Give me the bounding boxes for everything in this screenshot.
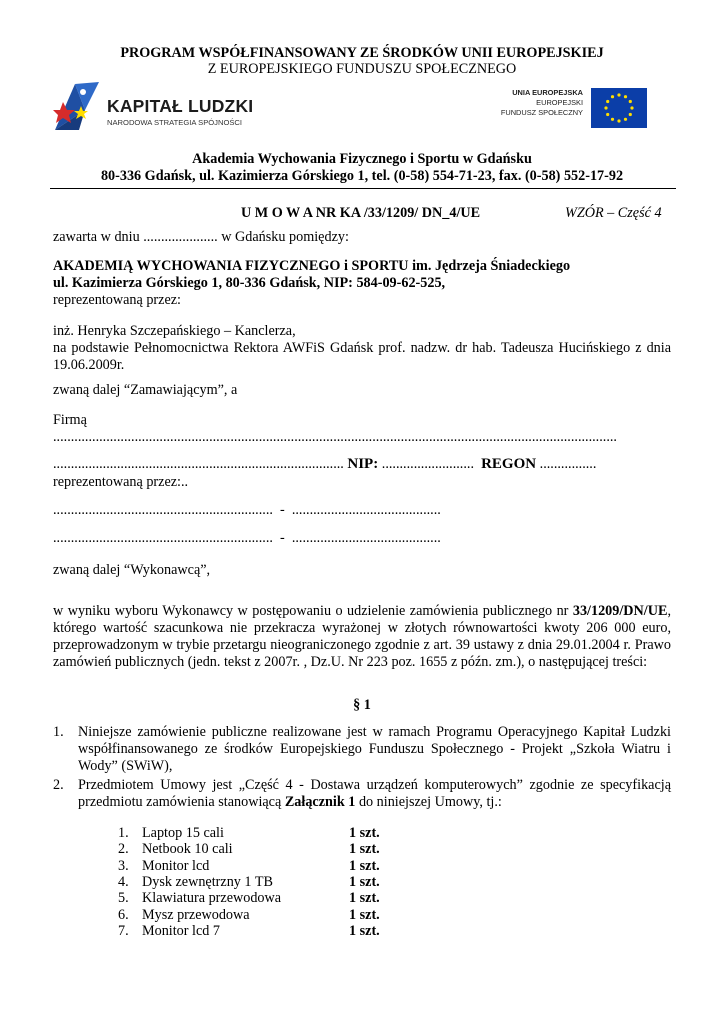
item2-number: 2.	[53, 777, 64, 793]
item-name: Klawiatura przewodowa	[142, 890, 282, 907]
item-quantity: 1 szt.	[349, 873, 380, 890]
item-quantity: 1 szt.	[349, 825, 380, 841]
contract-title: U M O W A NR KA /33/1209/ DN_4/UE	[241, 205, 481, 221]
eu-logo-line1: UNIA EUROPEJSKA	[512, 88, 583, 97]
institution-name: Akademia Wychowania Fizycznego i Sportu w Gdańsku	[192, 151, 532, 167]
institution-address: 80-336 Gdańsk, ul. Kazimierza Górskiego 1, tel. (0-58) 554-71-23, fax. (0-58) 552-17-92	[100, 168, 624, 184]
rep-line-1	[53, 502, 441, 519]
rep-basis: na podstawie Pełnomocnictwa Rektora AWFiS Gdańsk prof. nadzw. dr hab. Tadeusza Hucińskiego z dnia 19.06.2009r.	[53, 340, 671, 373]
item-number: 6.	[118, 906, 129, 923]
basis-number: 33/1209/DN/UE	[572, 603, 668, 619]
party1-address: ul. Kazimierza Górskiego 1, 80-336 Gdańsk, NIP: 584-09-62-525,	[53, 275, 446, 291]
rep-line-1-dots-b: ..........................................	[291, 502, 441, 518]
rep-line-2-dots-a: ..............................................................	[53, 530, 273, 546]
rep-line-2	[53, 530, 441, 547]
basis-text-1: w wyniku wyboru Wykonawcy w postępowaniu o udzielenie zamówienia publicznego nr	[53, 603, 573, 619]
item2-attachment: Załącznik 1	[284, 794, 356, 810]
contract-intro: zawarta w dniu ..................... w Gdańsku pomiędzy:	[53, 229, 349, 245]
basis-paragraph	[53, 603, 671, 671]
item-name: Netbook 10 cali	[142, 841, 233, 858]
item2-text-1: Przedmiotem Umowy jest „Część 4 - Dostawa urządzeń komputerowych” zgodnie ze specyfikacją przedmiotu zamówienia stanowiącą	[78, 777, 671, 810]
rep-line-2-dash: -	[280, 530, 285, 546]
eu-logo-text	[493, 88, 583, 118]
regon-dots: ................	[539, 456, 597, 472]
kapital-ludzki-title: KAPITAŁ LUDZKI	[107, 96, 254, 116]
item2-text	[78, 777, 671, 811]
item2-text-2: do niniejszej Umowy, tj.:	[355, 794, 502, 810]
eu-logo-line2: EUROPEJSKI	[536, 98, 583, 107]
kapital-ludzki-emblem-icon	[53, 80, 105, 132]
item-number: 1.	[118, 825, 129, 841]
nip-regon-line	[53, 456, 596, 473]
wzor-label: WZÓR – Część 4	[565, 205, 662, 221]
item-quantity: 1 szt.	[349, 922, 380, 939]
rep-person: inż. Henryka Szczepańskiego – Kanclerza,	[53, 323, 296, 339]
item-number: 4.	[118, 873, 129, 890]
header-divider	[50, 188, 676, 189]
item-name: Monitor lcd 7	[142, 922, 221, 939]
firm-label: Firmą	[53, 412, 87, 428]
program-header-line2: Z EUROPEJSKIEGO FUNDUSZU SPOŁECZNEGO	[207, 61, 517, 77]
item-number: 5.	[118, 890, 129, 907]
item-name: Laptop 15 cali	[142, 825, 224, 841]
party1-represented: reprezentowaną przez:	[53, 292, 181, 308]
item-quantity: 1 szt.	[349, 841, 380, 858]
contractor-represented: reprezentowaną przez:..	[53, 474, 189, 490]
item-number: 3.	[118, 857, 129, 874]
nip-label: NIP:	[347, 456, 379, 472]
item-number: 7.	[118, 922, 129, 939]
rep-line-1-dots-a: ..............................................................	[53, 502, 273, 518]
kapital-ludzki-logo	[53, 80, 253, 132]
program-header-line1: PROGRAM WSPÓŁFINANSOWANY ZE ŚRODKÓW UNII EUROPEJSKIEJ	[120, 45, 604, 61]
item1-text: Niniejsze zamówienie publiczne realizowane jest w ramach Programu Operacyjnego Kapitał Ludzki współfinansowanego ze środków Europejskiego Funduszu Społecznego - Projekt „Szkoła Wiatru i Wody” (SWiW),	[78, 724, 671, 774]
item-name: Dysk zewnętrzny 1 TB	[142, 873, 273, 890]
regon-label: REGON	[481, 456, 537, 472]
eu-logo-line3: FUNDUSZ SPOŁECZNY	[500, 108, 583, 117]
item-name: Monitor lcd	[142, 857, 210, 874]
eu-logo	[500, 88, 647, 128]
kapital-ludzki-subtitle: NARODOWA STRATEGIA SPÓJNOŚCI	[107, 118, 243, 127]
section-heading: § 1	[353, 697, 371, 713]
item1-number: 1.	[53, 724, 64, 740]
firm-dots: ...............................................................................................................................................................	[53, 429, 617, 445]
item-number: 2.	[118, 841, 129, 858]
rep-line-1-dash: -	[280, 502, 285, 518]
item-quantity: 1 szt.	[349, 906, 380, 923]
rep-line-2-dots-b: ..........................................	[291, 530, 441, 546]
eu-flag-icon	[591, 88, 647, 128]
party1-name: AKADEMIĄ WYCHOWANIA FIZYCZNEGO i SPORTU im. Jędrzeja Śniadeckiego	[53, 258, 571, 274]
called-contractor: zwaną dalej “Wykonawcą”,	[53, 562, 211, 578]
nip-dots: ..........................	[381, 456, 474, 472]
item-quantity: 1 szt.	[349, 890, 380, 907]
item-name: Mysz przewodowa	[142, 906, 250, 923]
called-client: zwaną dalej “Zamawiającym”, a	[53, 382, 238, 398]
firm-dots-2: ..................................................................................	[53, 456, 344, 472]
basis-text-2: , którego wartość szacunkowa nie przekracza wyrażonej w złotych równowartości kwoty 206 000 euro, przeprowadzonym w trybie przetargu nieograniczonego zgodnie z art. 39 ustawy z dnia 29.01.2004 r. Prawo zamówień publicznych (jedn. tekst z 2007r. , Dz.U. Nr 223 poz. 1655 z późn. zm.), o następującej treści:	[53, 603, 671, 670]
item-quantity: 1 szt.	[349, 857, 380, 874]
